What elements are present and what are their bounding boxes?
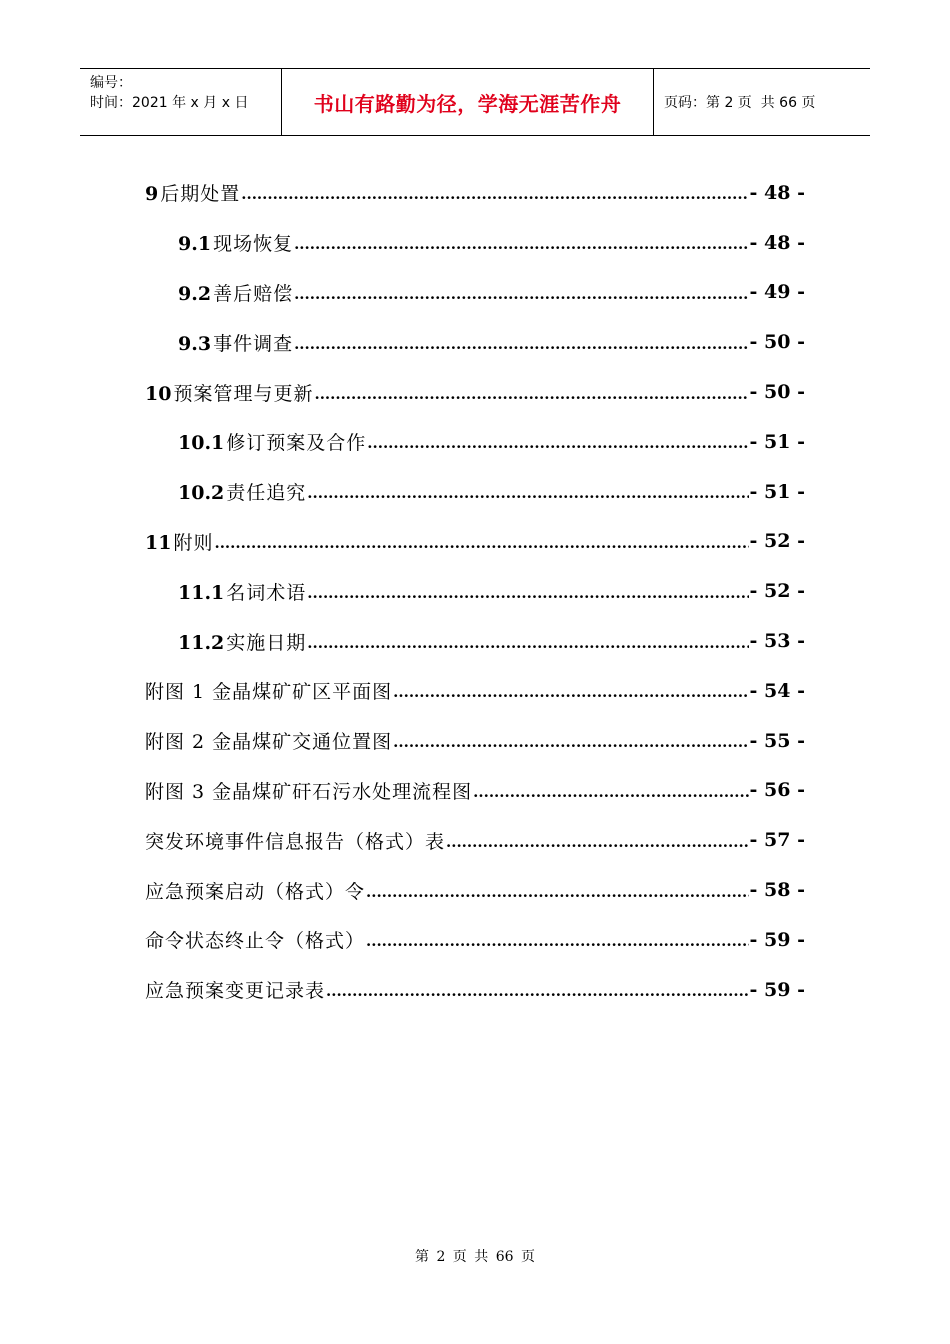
toc-entry-number: 9.1 <box>178 233 212 256</box>
toc-entry-number: 10 <box>145 382 172 405</box>
toc-entry-page: - 49 - <box>749 281 805 304</box>
toc-dot-leader <box>393 679 748 702</box>
toc-entry-text: 现场恢复 <box>213 233 294 256</box>
toc-entry-text: 附则 <box>173 531 214 554</box>
toc-entry[interactable] <box>145 865 805 915</box>
toc-entry-text: 善后赔偿 <box>213 282 294 305</box>
toc-dot-leader <box>367 430 748 453</box>
toc-entry-text: 应急预案启动（格式）令 <box>145 880 366 903</box>
toc-entry-title <box>178 478 306 505</box>
toc-entry-page: - 51 - <box>749 480 805 503</box>
toc-entry-title <box>178 329 293 356</box>
toc-entry[interactable] <box>145 467 805 517</box>
page-header <box>80 68 870 136</box>
header-motto-cell <box>282 69 654 135</box>
toc-entry-text: 名词术语 <box>226 581 307 604</box>
toc-entry[interactable] <box>145 517 805 567</box>
toc-entry-title <box>145 827 445 854</box>
header-page-info: 页码：第 2 页 共 66 页 <box>664 95 816 111</box>
toc-dot-leader <box>214 530 748 553</box>
toc-entry-number: 10.1 <box>178 432 225 455</box>
toc-entry-page: - 55 - <box>749 729 805 752</box>
toc-entry-number: 11.2 <box>178 631 225 654</box>
toc-entry-title <box>145 727 392 754</box>
toc-entry[interactable] <box>145 616 805 666</box>
header-meta-cell <box>80 69 282 135</box>
header-motto: 书山有路勤为径，学海无涯苦作舟 <box>313 91 622 116</box>
toc-entry[interactable] <box>145 716 805 766</box>
toc-entry[interactable] <box>145 915 805 965</box>
toc-dot-leader <box>446 829 749 852</box>
toc-entry-text: 后期处置 <box>160 183 241 206</box>
toc-entry-text: 命令状态终止令（格式） <box>145 930 366 953</box>
toc-dot-leader <box>366 879 749 902</box>
toc-entry-title <box>178 229 293 256</box>
toc-entry-text: 突发环境事件信息报告（格式）表 <box>145 830 446 853</box>
toc-entry-title <box>145 976 325 1003</box>
toc-entry-number: 11.1 <box>178 581 225 604</box>
toc-entry-title <box>145 528 213 555</box>
toc-entry-text: 预案管理与更新 <box>173 382 314 405</box>
toc-entry-page: - 53 - <box>749 630 805 653</box>
toc-entry-page: - 50 - <box>749 331 805 354</box>
toc-entry[interactable] <box>145 666 805 716</box>
toc-entry-title <box>145 179 240 206</box>
toc-entry-number: 9.3 <box>178 332 212 355</box>
toc-entry-text: 实施日期 <box>226 631 307 654</box>
toc-entry-text: 事件调查 <box>213 332 294 355</box>
toc-entry[interactable] <box>145 317 805 367</box>
toc-entry-text: 修订预案及合作 <box>226 432 367 455</box>
toc-dot-leader <box>294 231 748 254</box>
toc-entry-number: 10.2 <box>178 482 225 505</box>
toc-dot-leader <box>366 928 749 951</box>
toc-entry-page: - 59 - <box>749 928 805 951</box>
toc-dot-leader <box>307 580 748 603</box>
toc-dot-leader <box>473 779 748 802</box>
toc-entry-page: - 54 - <box>749 679 805 702</box>
toc-entry-page: - 52 - <box>749 530 805 553</box>
toc-entry-title <box>178 279 293 306</box>
toc-entry[interactable] <box>145 218 805 268</box>
toc-entry-page: - 48 - <box>749 181 805 204</box>
toc-entry-title <box>178 428 366 455</box>
toc-entry-title <box>145 926 365 953</box>
toc-entry-page: - 59 - <box>749 978 805 1001</box>
toc-dot-leader <box>294 281 748 304</box>
table-of-contents <box>145 168 805 1015</box>
toc-dot-leader <box>307 630 748 653</box>
toc-dot-leader <box>326 978 749 1001</box>
toc-entry-title <box>145 677 392 704</box>
toc-entry-text: 应急预案变更记录表 <box>145 980 326 1003</box>
toc-entry[interactable] <box>145 766 805 816</box>
toc-dot-leader <box>294 331 748 354</box>
toc-dot-leader <box>393 729 748 752</box>
toc-entry[interactable] <box>145 815 805 865</box>
page-footer: 第 2 页 共 66 页 <box>415 1249 535 1265</box>
toc-entry-number: 9.2 <box>178 282 212 305</box>
toc-entry-title <box>178 578 306 605</box>
toc-entry-title <box>145 379 313 406</box>
number-label: 编号： <box>90 75 132 91</box>
toc-entry-text: 附图 2 金晶煤矿交通位置图 <box>145 731 393 754</box>
toc-entry[interactable] <box>145 965 805 1015</box>
toc-dot-leader <box>307 480 748 503</box>
toc-entry-title <box>145 777 472 804</box>
toc-entry-page: - 52 - <box>749 580 805 603</box>
toc-entry[interactable] <box>145 268 805 318</box>
toc-entry-text: 附图 1 金晶煤矿矿区平面图 <box>145 681 393 704</box>
toc-entry-page: - 50 - <box>749 381 805 404</box>
toc-entry[interactable] <box>145 417 805 467</box>
toc-entry[interactable] <box>145 566 805 616</box>
toc-entry-page: - 58 - <box>749 879 805 902</box>
toc-entry-page: - 57 - <box>749 829 805 852</box>
toc-dot-leader <box>241 181 748 204</box>
toc-entry-number: 11 <box>145 531 172 554</box>
toc-dot-leader <box>314 381 748 404</box>
toc-entry[interactable] <box>145 168 805 218</box>
toc-entry[interactable] <box>145 367 805 417</box>
time-label: 时间：2021 年 x 月 x 日 <box>90 95 249 111</box>
toc-entry-page: - 48 - <box>749 231 805 254</box>
header-page-cell <box>654 69 870 135</box>
toc-entry-page: - 56 - <box>749 779 805 802</box>
toc-entry-page: - 51 - <box>749 430 805 453</box>
toc-entry-text: 附图 3 金晶煤矿矸石污水处理流程图 <box>145 780 473 803</box>
toc-entry-title <box>178 628 306 655</box>
toc-entry-title <box>145 877 365 904</box>
toc-entry-text: 责任追究 <box>226 482 307 505</box>
toc-entry-number: 9 <box>145 183 159 206</box>
